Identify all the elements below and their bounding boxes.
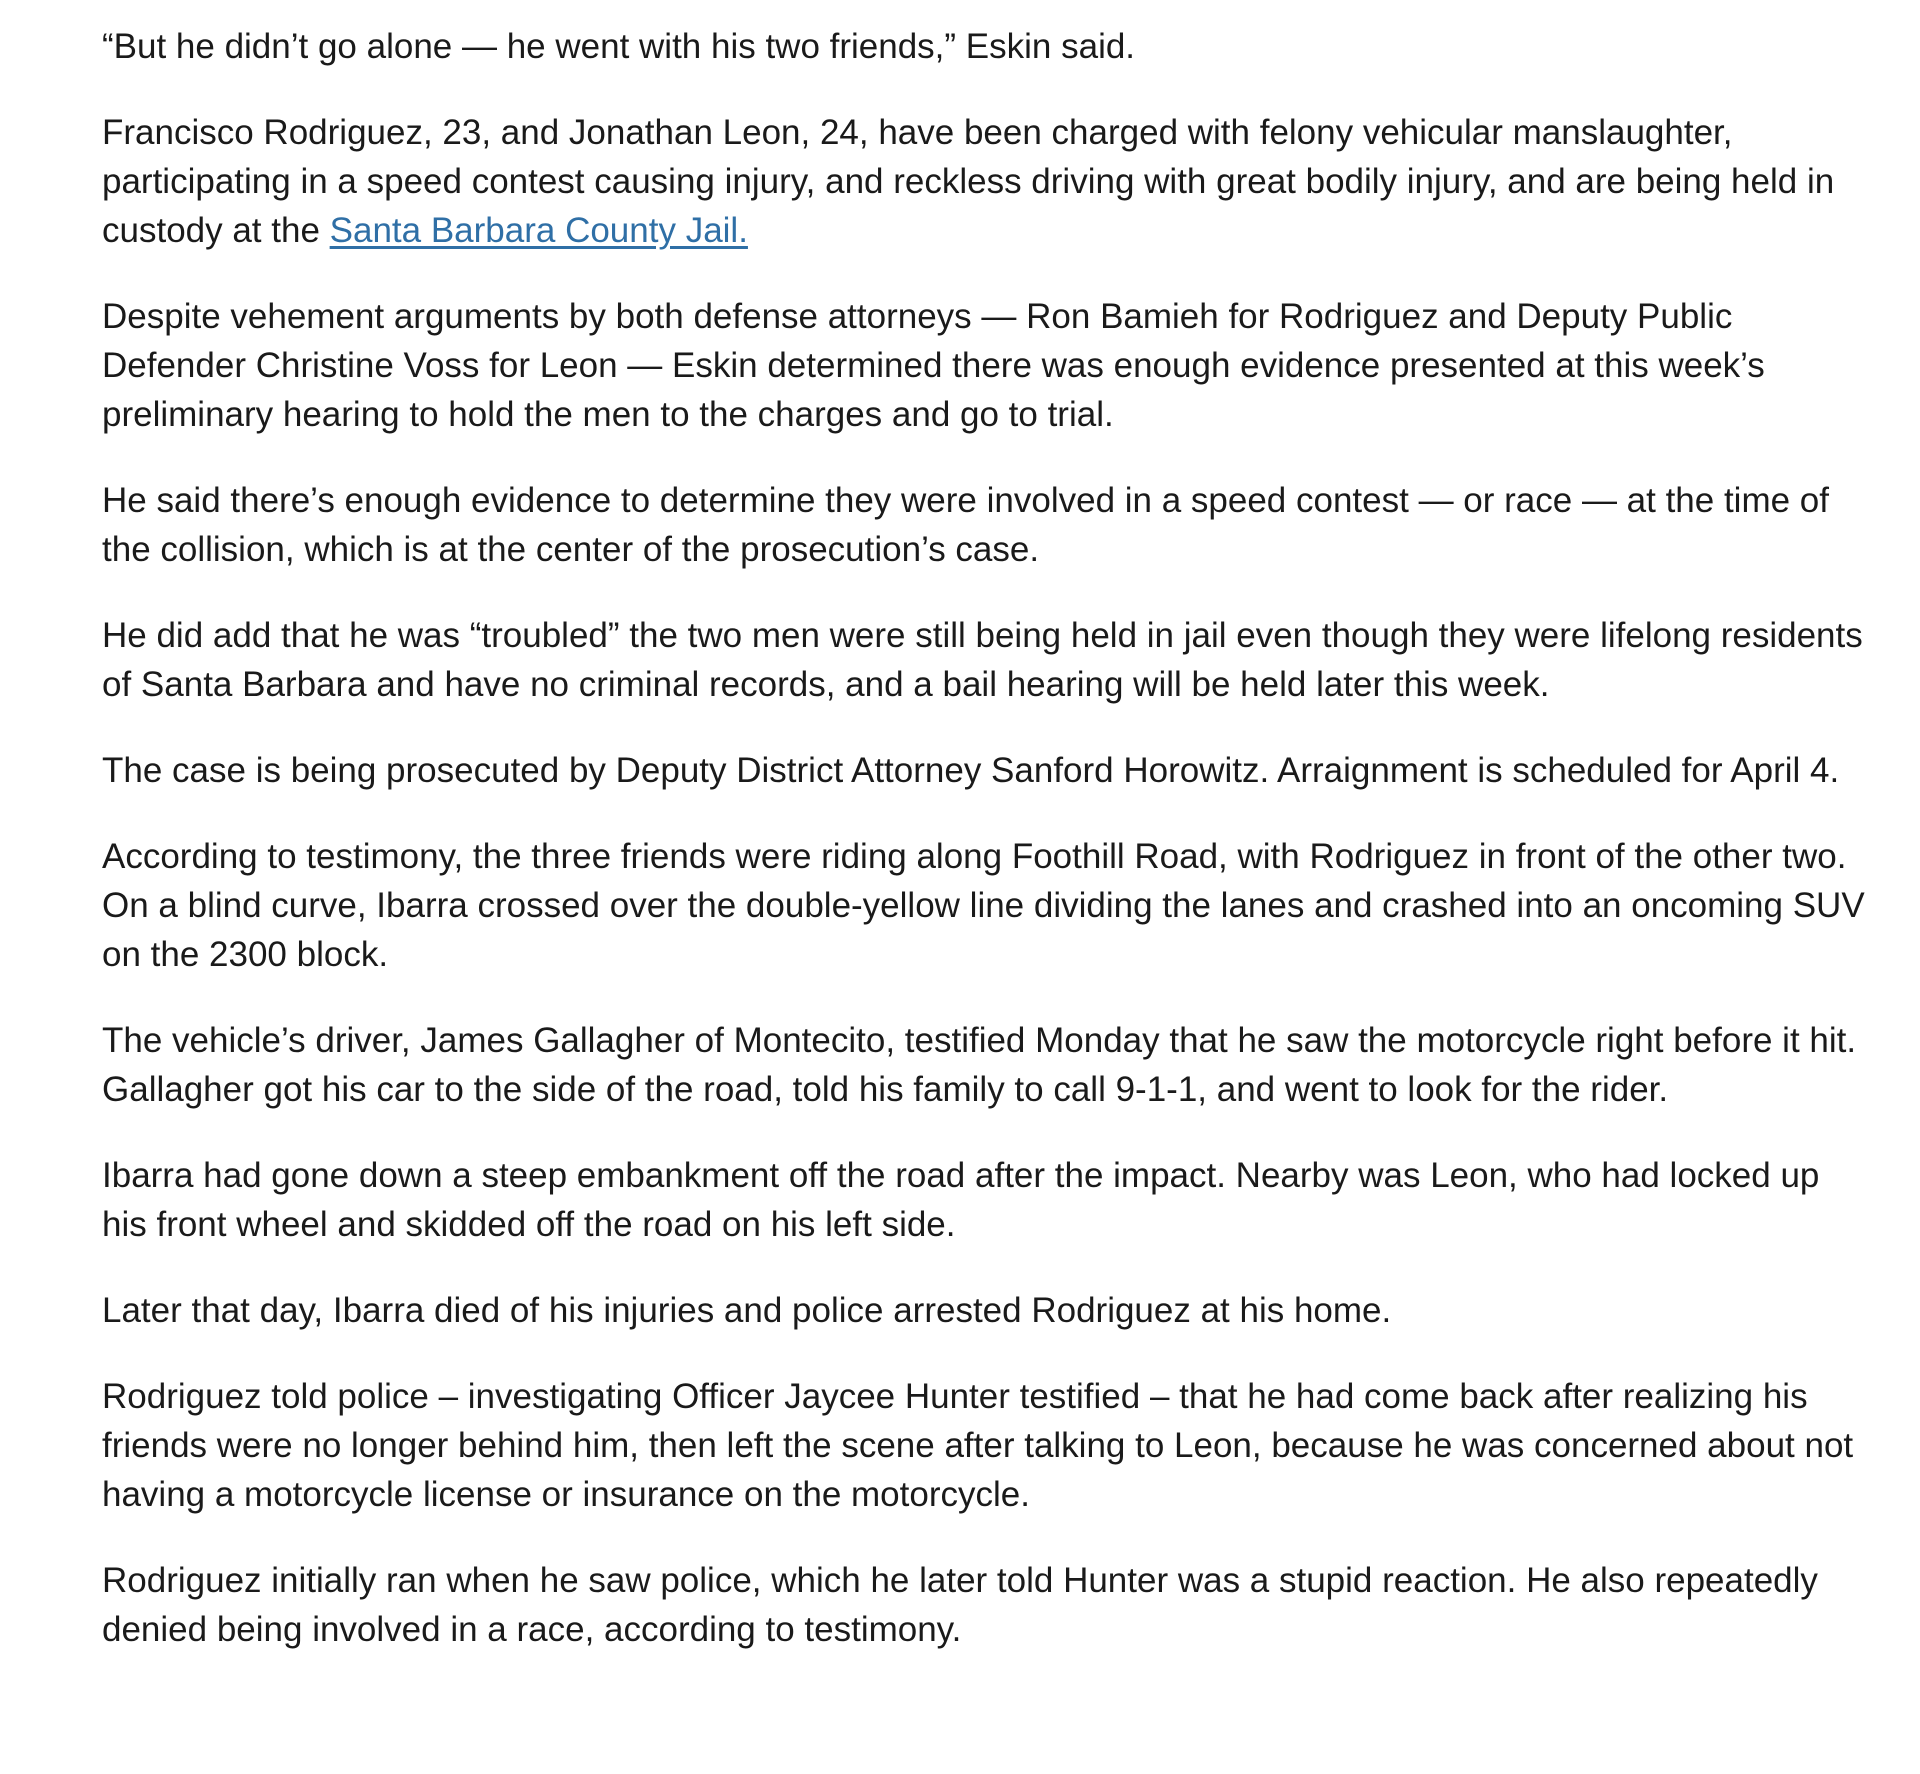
paragraph-2 <box>102 108 1872 255</box>
paragraph-9: Ibarra had gone down a steep embankment off the road after the impact. Nearby was Leon, who had locked up his front wheel and skidded off the road on his left side. <box>102 1156 1820 1244</box>
paragraph-10: Later that day, Ibarra died of his injuries and police arrested Rodriguez at his home. <box>102 1291 1392 1330</box>
paragraph-1: “But he didn’t go alone — he went with his two friends,” Eskin said. <box>102 27 1136 66</box>
paragraph-4: He said there’s enough evidence to determine they were involved in a speed contest — or race — at the time of the collision, which is at the center of the prosecution’s case. <box>102 481 1829 569</box>
paragraph-6: The case is being prosecuted by Deputy District Attorney Sanford Horowitz. Arraignment is scheduled for April 4. <box>102 751 1840 790</box>
paragraph-8: The vehicle’s driver, James Gallagher of Montecito, testified Monday that he saw the motorcycle right before it hit. Gallagher got his car to the side of the road, told his family to call 9-1-1, and went to look for the rider. <box>102 1021 1857 1109</box>
santa-barbara-county-jail-link[interactable]: Santa Barbara County Jail. <box>329 211 748 250</box>
paragraph-11: Rodriguez told police – investigating Officer Jaycee Hunter testified – that he had come back after realizing his friends were no longer behind him, then left the scene after talking to Leon, because he was concerned about not having a motorcycle license or insurance on the motorcycle. <box>102 1377 1854 1514</box>
document-page <box>102 22 1872 1691</box>
paragraph-7: According to testimony, the three friends were riding along Foothill Road, with Rodriguez in front of the other two. On a blind curve, Ibarra crossed over the double-yellow line dividing the lanes and crashed into an oncoming SUV on the 2300 block. <box>102 837 1865 974</box>
paragraph-2-text: Francisco Rodriguez, 23, and Jonathan Leon, 24, have been charged with felony vehicular manslaughter, participating in a speed contest causing injury, and reckless driving with great bodily injury, and are being held in custody at the <box>102 113 1835 250</box>
paragraph-12: Rodriguez initially ran when he saw police, which he later told Hunter was a stupid reaction. He also repeatedly denied being involved in a race, according to testimony. <box>102 1561 1818 1649</box>
paragraph-3: Despite vehement arguments by both defense attorneys — Ron Bamieh for Rodriguez and Deputy Public Defender Christine Voss for Leon — Eskin determined there was enough evidence presented at this week’s preliminary hearing to hold the men to the charges and go to trial. <box>102 297 1765 434</box>
paragraph-5: He did add that he was “troubled” the two men were still being held in jail even though they were lifelong residents of Santa Barbara and have no criminal records, and a bail hearing will be held later this week. <box>102 616 1863 704</box>
